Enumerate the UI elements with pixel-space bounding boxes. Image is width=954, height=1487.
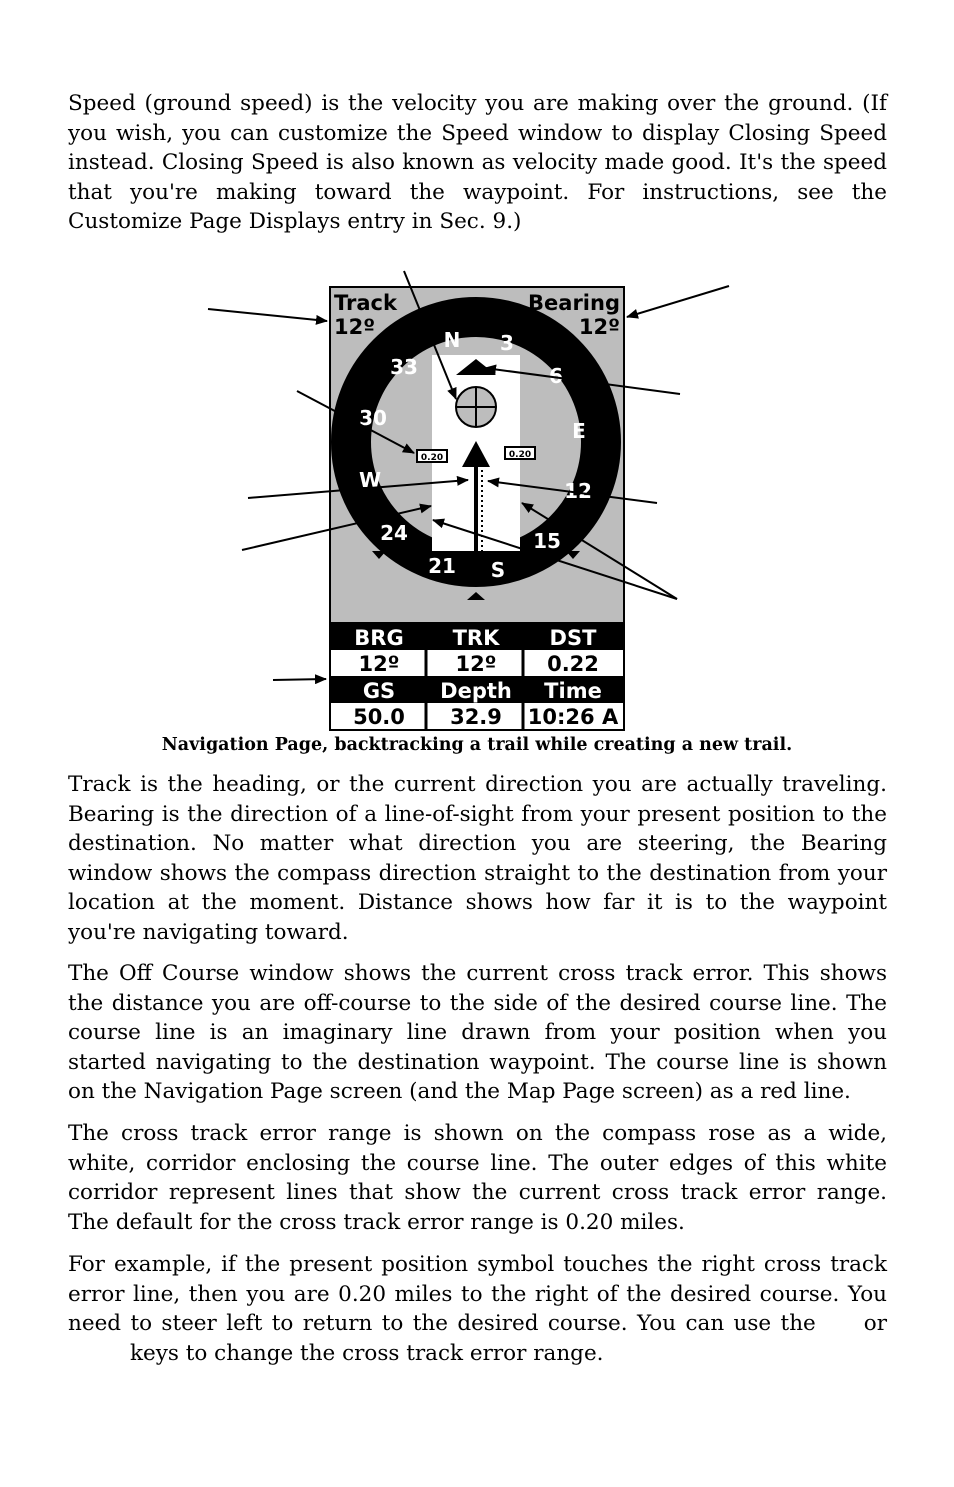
waypoint-icon — [456, 387, 496, 427]
compass-label-w: W — [358, 468, 382, 492]
compass-label-15: 15 — [533, 529, 561, 553]
track-label: Track — [334, 291, 397, 315]
value-depth: 32.9 — [450, 705, 502, 729]
compass-label-30: 30 — [359, 406, 387, 430]
value-dst: 0.22 — [547, 652, 599, 676]
gps-screen — [330, 287, 624, 730]
value-time: 10:26 A — [527, 705, 619, 729]
compass-label-12: 12 — [564, 479, 592, 503]
header-dst: DST — [549, 626, 597, 650]
xte-left-label: 0.20 — [420, 453, 444, 463]
bearing-label: Bearing — [528, 291, 620, 315]
intro-paragraph: Speed (ground speed) is the velocity you are making over the ground. (If you wish, you can customize the Speed window to display Closing Speed instead. Closing Speed is also known as velocity made good. It's the speed that you're making toward the waypoint. For instructions, see the Customize Page Displays entry in Sec. 9.) — [68, 91, 887, 235]
compass-label-33: 33 — [390, 355, 418, 379]
paragraph-example — [68, 1250, 887, 1368]
compass-label-e: E — [572, 419, 586, 443]
header-time: Time — [544, 679, 602, 703]
compass-label-n: N — [443, 328, 461, 352]
header-brg: BRG — [354, 626, 404, 650]
navigation-page-figure — [0, 255, 954, 735]
compass-label-21: 21 — [428, 554, 456, 578]
callout-bearing — [627, 286, 729, 317]
compass-label-3: 3 — [500, 331, 514, 355]
paragraph-cross-track: The cross track error range is shown on the compass rose as a wide, white, corridor enclosing the course line. The outer edges of this white corridor represent lines that show the current cross track error range. The default for the cross track error range is 0.20 miles. — [68, 1121, 887, 1235]
compass-label-24: 24 — [380, 521, 408, 545]
example-text-or: or — [863, 1311, 887, 1337]
paragraph-off-course: The Off Course window shows the current cross track error. This shows the distance you are off-course to the side of the desired course line. The course line is an imaginary line drawn from your position when you started navigating to the destination waypoint. The course line is shown on the Navigation Page screen (and the Map Page screen) as a red line. — [68, 961, 887, 1105]
example-text-b: keys to change the cross track error range. — [130, 1340, 604, 1366]
xte-right-label: 0.20 — [508, 450, 532, 460]
bearing-value: 12º — [578, 315, 620, 339]
value-brg: 12º — [358, 652, 400, 676]
paragraph-track-bearing: Track is the heading, or the current direction you are actually traveling. Bearing is the direction of a line-of-sight from your present position to the destination. No matter what direction you are steering, the Bearing window shows the compass direction straight to the destination from your location at the moment. Distance shows how far it is to the waypoint you're navigating toward. — [68, 772, 887, 945]
figure-caption: Navigation Page, backtracking a trail while creating a new trail. — [161, 735, 793, 755]
value-trk: 12º — [455, 652, 497, 676]
compass-label-s: S — [490, 558, 506, 582]
header-trk: TRK — [452, 626, 500, 650]
header-gs: GS — [362, 679, 396, 703]
example-text-a: For example, if the present position symbol touches the right cross track error line, then you are 0.20 miles to the right of the desired course. You need to steer left to return to the desired course. You can use the — [68, 1252, 887, 1337]
callout-table — [273, 679, 326, 680]
callout-track — [208, 309, 327, 321]
track-value: 12º — [334, 315, 376, 339]
header-depth: Depth — [440, 679, 512, 703]
data-table — [330, 623, 624, 730]
value-gs: 50.0 — [353, 705, 405, 729]
compass-label-6: 6 — [549, 364, 563, 388]
